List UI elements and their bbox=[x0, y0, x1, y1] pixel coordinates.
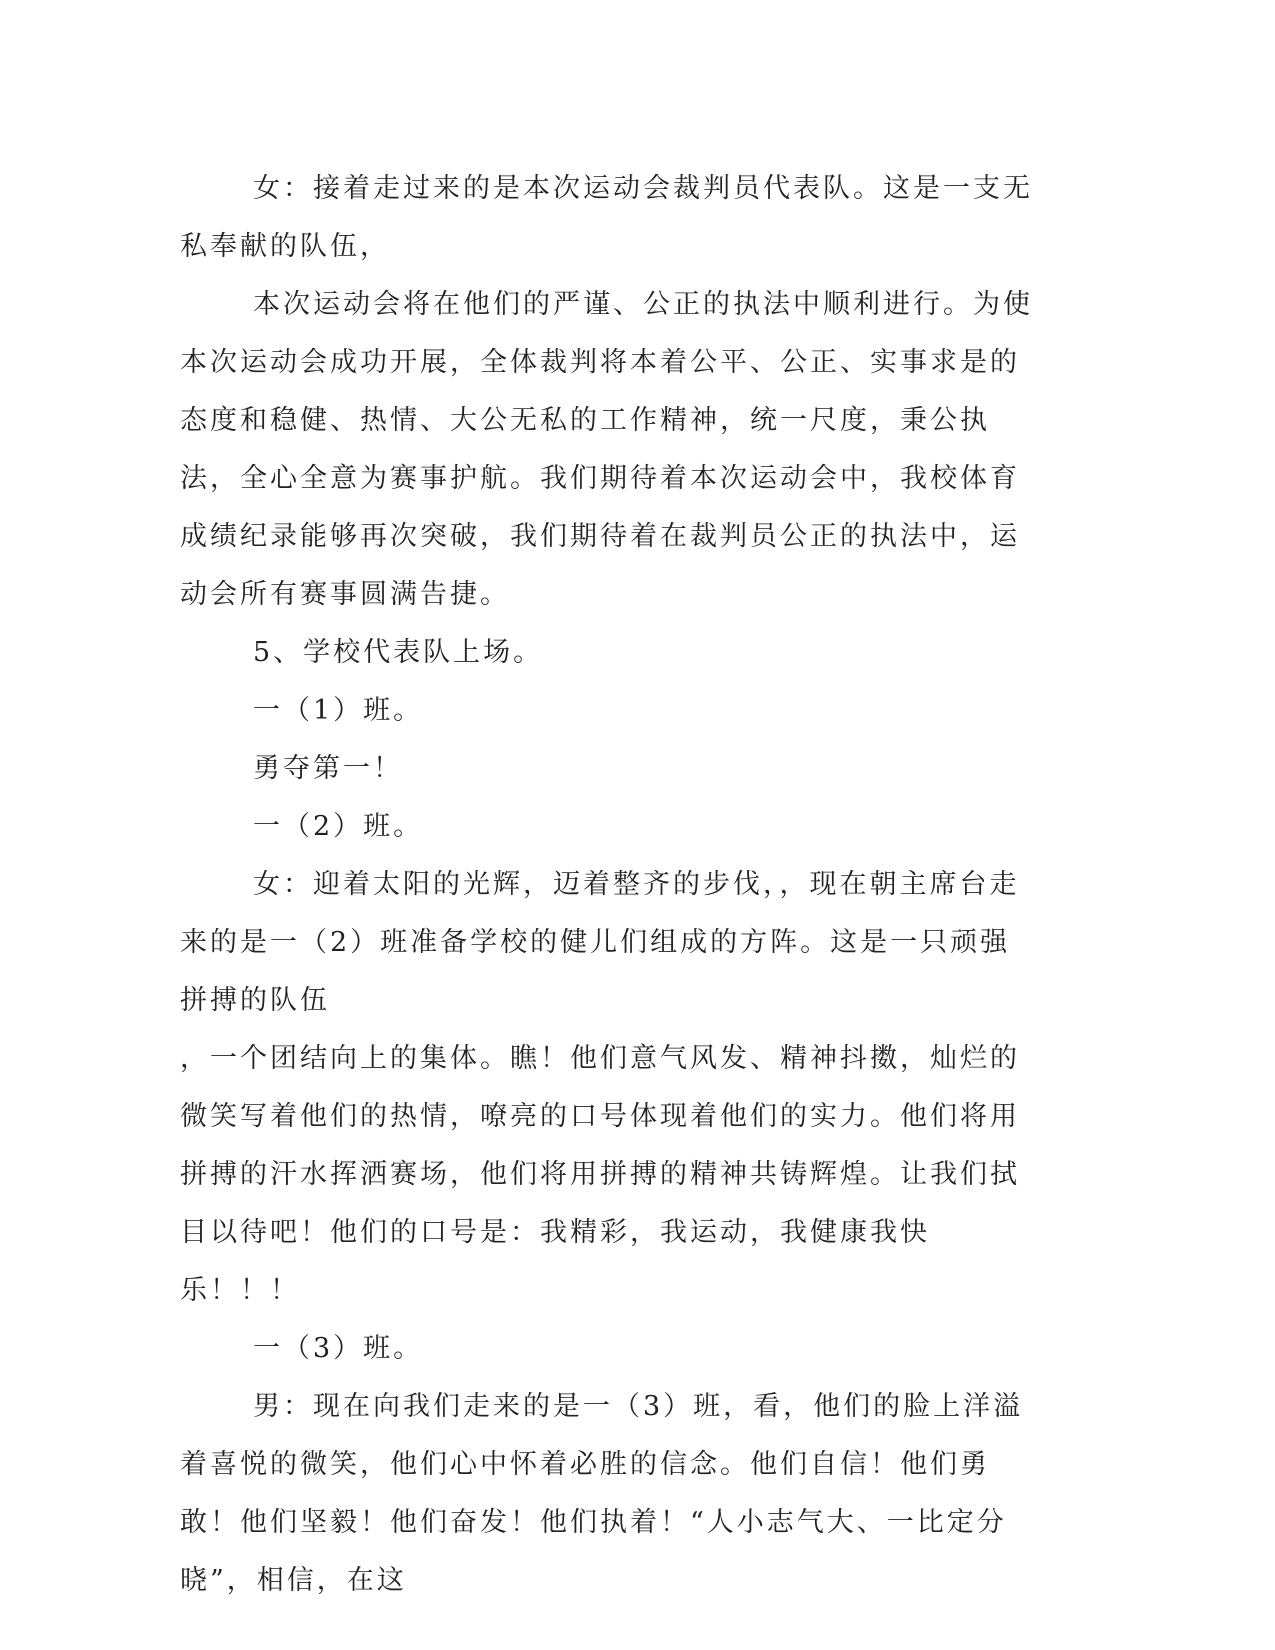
paragraph-school-teams-heading: 5、学校代表队上场。 bbox=[253, 637, 544, 668]
paragraph-class-1-3: 一（3）班。 bbox=[253, 1333, 424, 1364]
paragraph-class-1-2-intro: 女：迎着太阳的光辉，迈着整齐的步伐，，现在朝主席台走来的是一（2）班准备学校的健儿们组成的方阵。这是一只顽强拼搏的队伍 bbox=[180, 869, 1020, 1016]
paragraph-referee-team-detail: 本次运动会将在他们的严谨、公正的执法中顺利进行。为使本次运动会成功开展，全体裁判将本着公平、公正、实事求是的态度和稳健、热情、大公无私的工作精神，统一尺度，秉公执法，全心全意为赛事护航。我们期待着本次运动会中，我校体育成绩纪录能够再次突破，我们期待着在裁判员公正的执法中，运动会所有赛事圆满告捷。 bbox=[180, 289, 1033, 610]
paragraph-class-1-3-intro: 男：现在向我们走来的是一（3）班，看，他们的脸上洋溢着喜悦的微笑，他们心中怀着必胜的信念。他们自信！他们勇敢！他们坚毅！他们奋发！他们执着！“人小志气大、一比定分晓”，相信，在这 bbox=[180, 1391, 1024, 1596]
paragraph-class-1-1: 一（1）班。 bbox=[253, 695, 424, 726]
paragraph-referee-team-intro: 女：接着走过来的是本次运动会裁判员代表队。这是一支无私奉献的队伍， bbox=[180, 173, 1033, 262]
document-body bbox=[180, 160, 1040, 1610]
paragraph-class-1-2: 一（2）班。 bbox=[253, 811, 424, 842]
paragraph-class-1-2-detail: ，一个团结向上的集体。瞧！他们意气风发、精神抖擞，灿烂的微笑写着他们的热情，嘹亮的口号体现着他们的实力。他们将用拼搏的汗水挥洒赛场，他们将用拼搏的精神共铸辉煌。让我们拭目以待吧！他们的口号是：我精彩，我运动，我健康我快乐！！！ bbox=[180, 1043, 1020, 1306]
paragraph-slogan-1-1: 勇夺第一！ bbox=[253, 753, 403, 784]
